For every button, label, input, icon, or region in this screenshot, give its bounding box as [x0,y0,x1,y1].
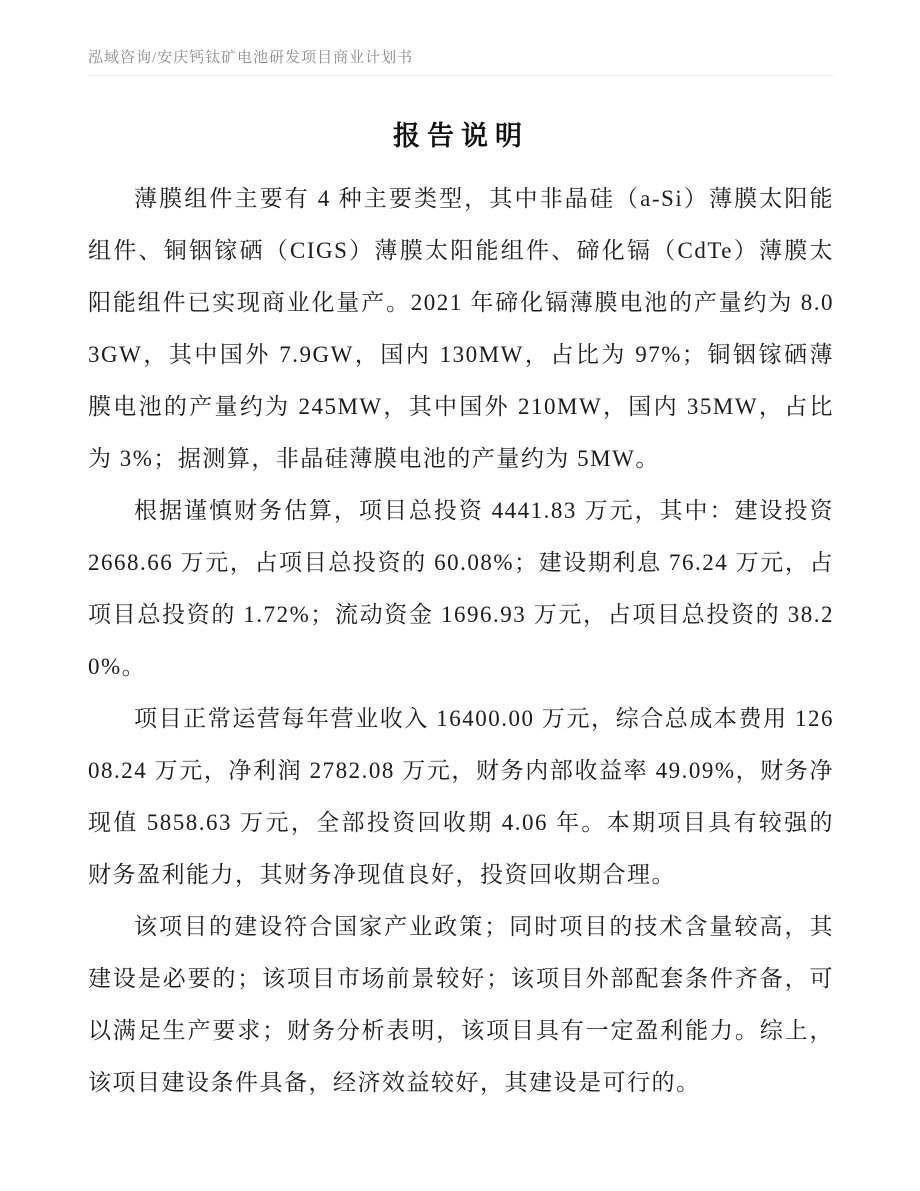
paragraph-thin-film-overview: 薄膜组件主要有 4 种主要类型，其中非晶硅（a-Si）薄膜太阳能组件、铜铟镓硒（CIGS）薄膜太阳能组件、碲化镉（CdTe）薄膜太阳能组件已实现商业化量产。2021 年碲化镉薄膜电池的产量约为 8.03GW，其中国外 7.9GW，国内 130MW，占比为 97%；铜铟镓硒薄膜电池的产量约为 245MW，其中国外 210MW，国内 35MW，占比为 3%；据测算，非晶硅薄膜电池的产量约为 5MW。 [88,186,834,471]
document-body [88,173,834,1109]
paragraph-feasibility-conclusion: 该项目的建设符合国家产业政策；同时项目的技术含量较高，其建设是必要的；该项目市场前景较好；该项目外部配套条件齐备，可以满足生产要求；财务分析表明，该项目具有一定盈利能力。综上，该项目建设条件具备，经济效益较好，其建设是可行的。 [88,914,834,1095]
paragraph-operating-revenue: 项目正常运营每年营业收入 16400.00 万元，综合总成本费用 12608.24 万元，净利润 2782.08 万元，财务内部收益率 49.09%，财务净现值 5858.63 万元，全部投资回收期 4.06 年。本期项目具有较强的财务盈利能力，其财务净现值良好，投资回收期合理。 [88,706,834,887]
paragraph-investment-estimate: 根据谨慎财务估算，项目总投资 4441.83 万元，其中：建设投资 2668.66 万元，占项目总投资的 60.08%；建设期利息 76.24 万元，占项目总投资的 1.72%；流动资金 1696.93 万元，占项目总投资的 38.20%。 [88,498,834,679]
page-title: 报告说明 [393,121,529,151]
document-header: 泓域咨询/安庆钙钛矿电池研发项目商业计划书 [88,46,834,76]
